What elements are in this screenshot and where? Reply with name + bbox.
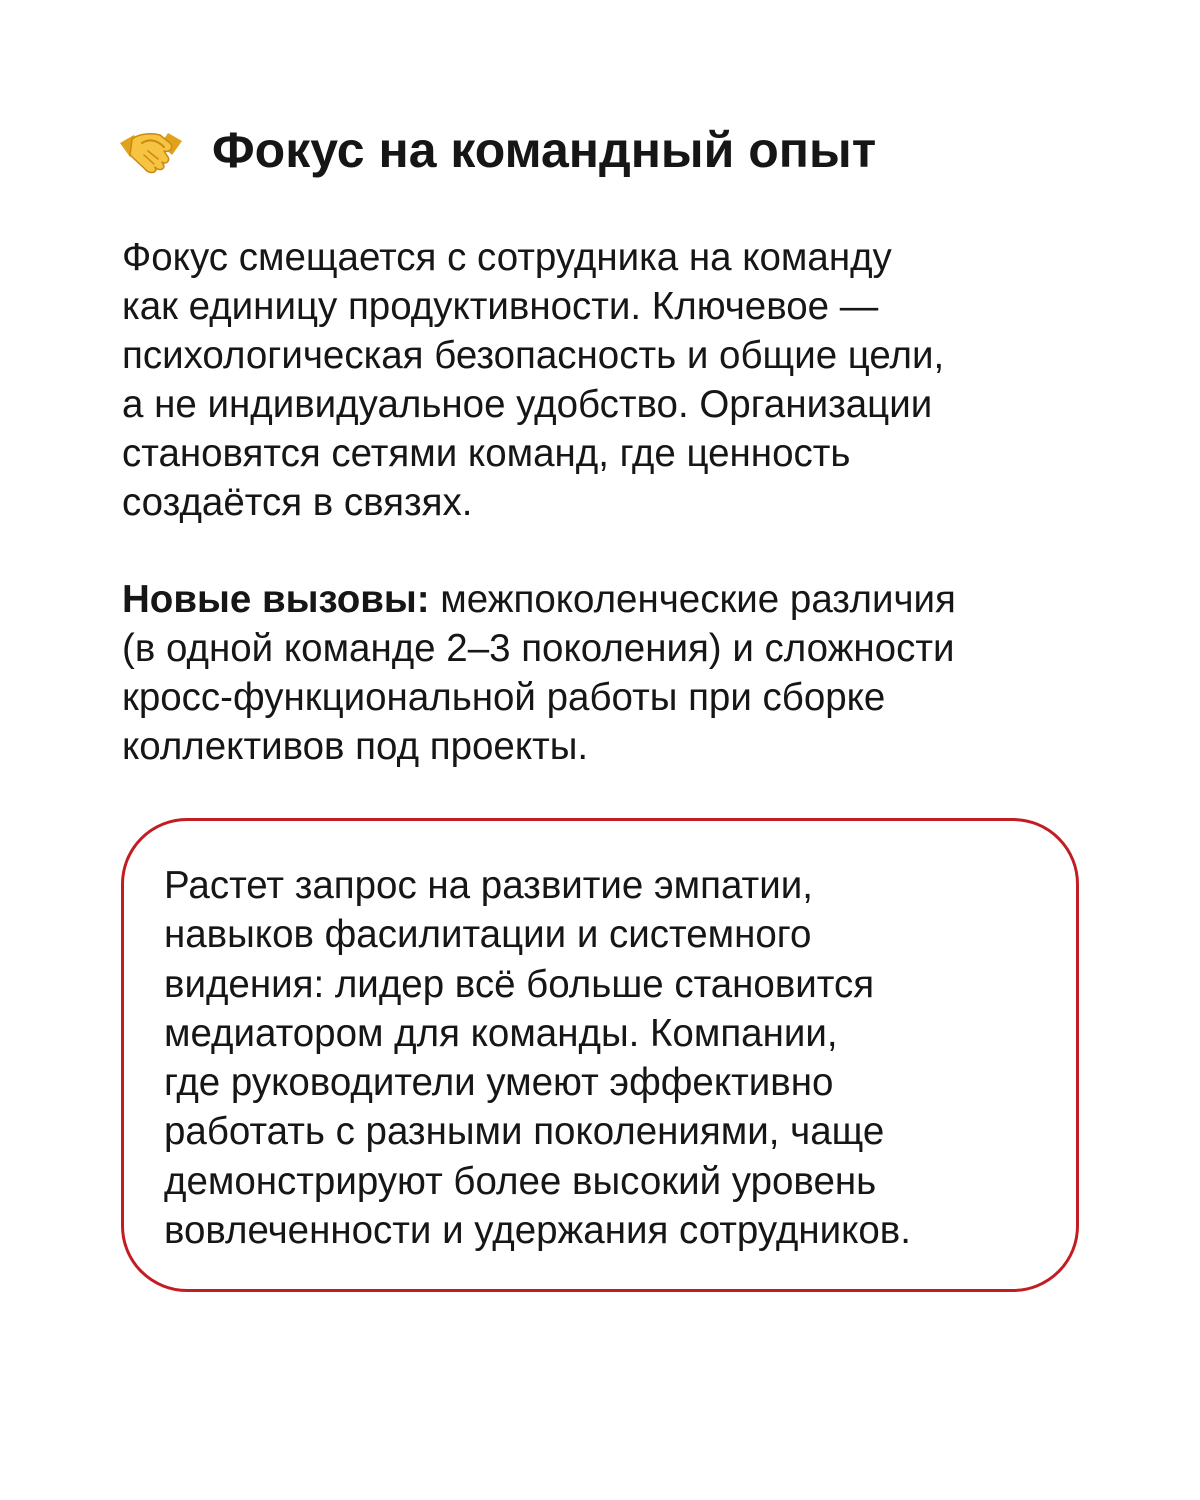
callout-line: Растет запрос на развитие эмпатии, <box>164 864 813 907</box>
heading-row <box>118 118 876 182</box>
challenges-line: (в одной команде 2–3 поколения) и сложности <box>122 627 955 670</box>
callout-line: медиатором для команды. Компании, <box>164 1011 838 1055</box>
callout-line: видения: лидер всё больше становится <box>164 962 875 1006</box>
intro-line: как единицу продуктивности. Ключевое — <box>122 285 879 328</box>
callout-text <box>164 861 911 1255</box>
callout-box <box>121 818 1079 1292</box>
handshake-icon <box>118 125 184 175</box>
callout-line: работать с разными поколениями, чаще <box>164 1110 885 1154</box>
callout-line: вовлеченности и удержания сотрудников. <box>164 1209 911 1253</box>
page-title: Фокус на командный опыт <box>212 122 877 178</box>
challenges-first-line-text: межпоколенческие различия <box>429 578 956 621</box>
intro-line: психологическая безопасность и общие цели, <box>122 334 945 377</box>
callout-line: где руководители умеют эффективно <box>164 1061 834 1105</box>
challenges-paragraph <box>122 575 1122 771</box>
callout-line: навыков фасилитации и системного <box>164 913 812 957</box>
intro-line: Фокус смещается с сотрудника на команду <box>122 236 892 279</box>
intro-paragraph <box>122 233 1122 527</box>
challenges-line: коллективов под проекты. <box>122 725 589 768</box>
intro-line: создаётся в связях. <box>122 481 473 524</box>
challenges-line: кросс-функциональной работы при сборке <box>122 676 886 719</box>
intro-line: становятся сетями команд, где ценность <box>122 432 851 475</box>
challenges-first-line <box>122 575 1122 624</box>
challenges-label: Новые вызовы: <box>122 578 430 621</box>
intro-line: а не индивидуальное удобство. Организации <box>122 383 933 426</box>
callout-line: демонстрируют более высокий уровень <box>164 1159 877 1203</box>
